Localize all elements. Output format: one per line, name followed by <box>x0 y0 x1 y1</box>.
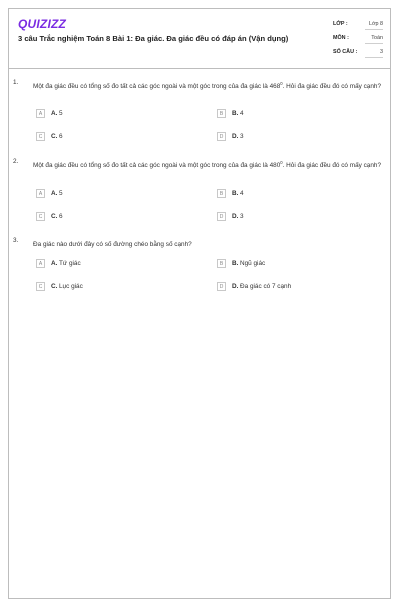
option-letter: B. <box>232 260 239 267</box>
option-text: 3 <box>240 133 244 140</box>
meta-row-subject <box>333 31 389 45</box>
option-box[interactable]: A <box>36 109 45 118</box>
option-box[interactable]: C <box>36 282 45 291</box>
quizizz-logo: QUIZIZZ <box>18 17 67 31</box>
option-letter: B. <box>232 110 239 117</box>
option-box[interactable]: B <box>217 189 226 198</box>
option-letter: C. <box>51 133 58 140</box>
question-text: Đa giác nào dưới đây có số đường chéo bằng số cạnh? <box>33 241 192 249</box>
meta-label: SỐ CÂU : <box>333 49 358 55</box>
meta-label: MÔN : <box>333 35 349 41</box>
option-box[interactable]: B <box>217 259 226 268</box>
option-box[interactable]: C <box>36 132 45 141</box>
option-box[interactable]: A <box>36 259 45 268</box>
page-title: 3 câu Trắc nghiệm Toán 8 Bài 1: Đa giác. Đa giác đều có đáp án (Vận dụng) <box>18 34 289 43</box>
option-text: Đa giác có 7 cạnh <box>240 283 292 290</box>
question-number: 2. <box>13 158 19 165</box>
option-text: 4 <box>240 110 244 117</box>
option-text: 3 <box>240 213 244 220</box>
meta-underline <box>365 43 383 44</box>
option-text: Ngũ giác <box>240 260 266 267</box>
option-letter: A. <box>51 260 58 267</box>
meta-row-class <box>333 17 389 31</box>
question-number: 3. <box>13 237 19 244</box>
meta-info <box>333 17 389 59</box>
option-text: Lục giác <box>59 283 83 290</box>
option-box[interactable]: C <box>36 212 45 221</box>
worksheet-page <box>8 8 391 599</box>
meta-value: Lớp 8 <box>368 21 383 27</box>
meta-underline <box>365 57 383 58</box>
option-letter: C. <box>51 283 58 290</box>
question-text: Một đa giác đều có tổng số đo tất cả các góc ngoài và một góc trong của đa giác là $468^0$. Hỏi đa giác đều đó có mấy cạnh? <box>33 81 382 91</box>
option-letter: D. <box>232 213 239 220</box>
meta-row-count <box>333 45 389 59</box>
option-text: 5 <box>59 190 63 197</box>
option-box[interactable]: D <box>217 212 226 221</box>
worksheet-header <box>9 9 390 69</box>
option-text: 6 <box>59 213 63 220</box>
meta-value: Toán <box>371 35 383 41</box>
meta-value: 3 <box>380 49 383 55</box>
option-box[interactable]: B <box>217 109 226 118</box>
option-letter: D. <box>232 133 239 140</box>
question-text: Một đa giác đều có tổng số đo tất cả các góc ngoài và một góc trong của đa giác là $480^0$. Hỏi đa giác đều đó có mấy cạnh? <box>33 160 382 170</box>
option-box[interactable]: D <box>217 132 226 141</box>
meta-underline <box>365 29 383 30</box>
option-letter: D. <box>232 283 239 290</box>
meta-label: LỚP : <box>333 21 348 27</box>
option-letter: A. <box>51 110 58 117</box>
option-letter: C. <box>51 213 58 220</box>
option-text: 5 <box>59 110 63 117</box>
question-number: 1. <box>13 79 19 86</box>
option-letter: A. <box>51 190 58 197</box>
option-text: 6 <box>59 133 63 140</box>
option-box[interactable]: D <box>217 282 226 291</box>
option-box[interactable]: A <box>36 189 45 198</box>
option-text: 4 <box>240 190 244 197</box>
option-letter: B. <box>232 190 239 197</box>
option-text: Tứ giác <box>59 260 81 267</box>
